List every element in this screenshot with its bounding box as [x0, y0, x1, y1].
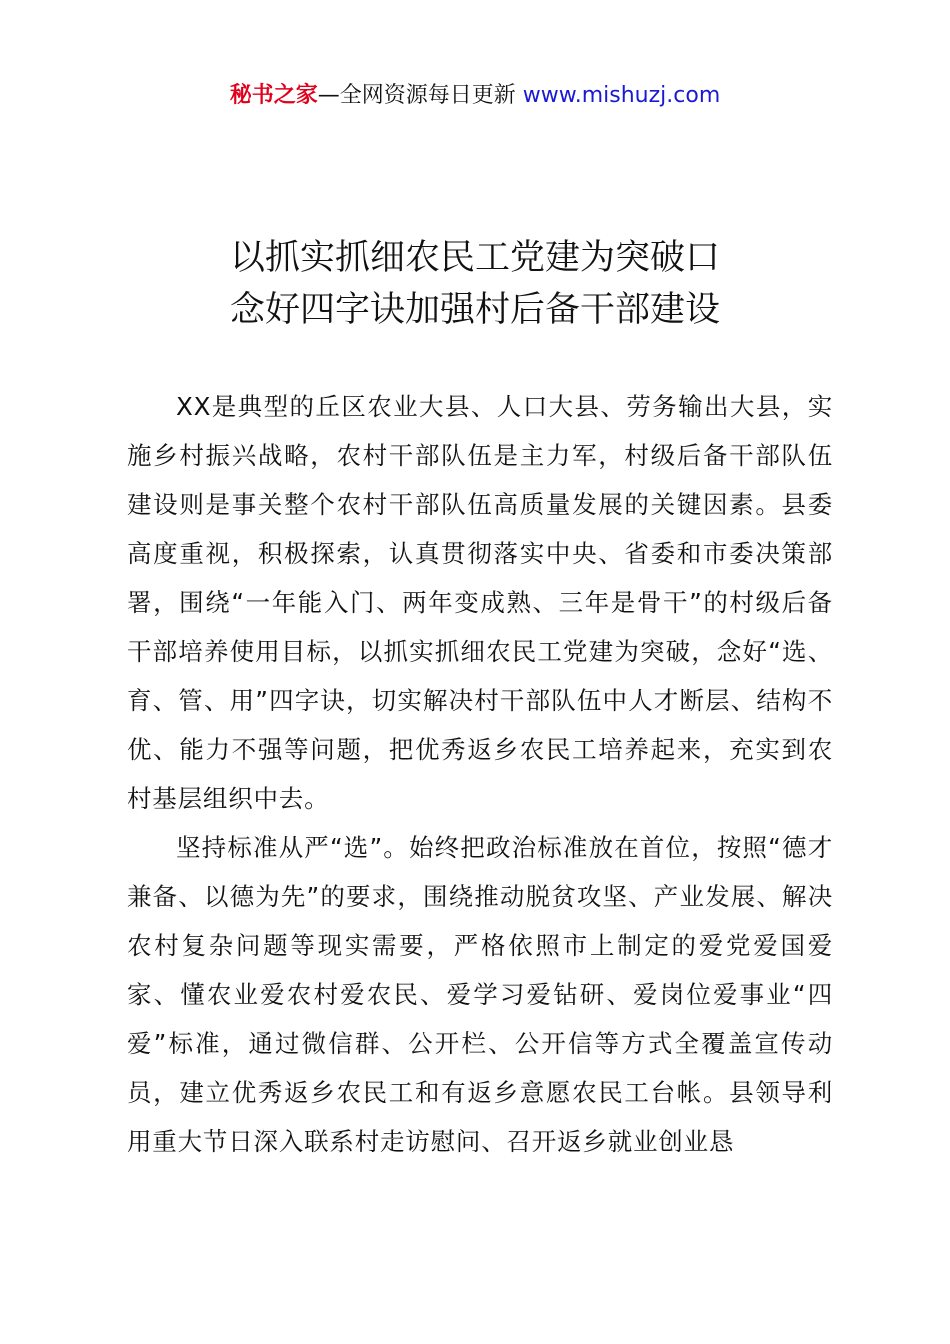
paragraph-intro: XX是典型的丘区农业大县、人口大县、劳务输出大县，实施乡村振兴战略，农村干部队伍是主力军，村级后备干部队伍建设则是事关整个农村干部队伍高质量发展的关键因素。县委高度重视，积极探索，认真贯彻落实中央、省委和市委决策部署，围绕“一年能入门、两年变成熟、三年是骨干”的村级后备干部培养使用目标，以抓实抓细农民工党建为突破，念好“选、育、管、用”四字诀，切实解决村干部队伍中人才断层、结构不优、能力不强等问题，把优秀返乡农民工培养起来，充实到农村基层组织中去。: [127, 392, 833, 813]
site-url-link[interactable]: www.mishuzj.com: [522, 83, 721, 108]
title-line-1: 以抓实抓细农民工党建为突破口: [229, 238, 720, 278]
document-title: [0, 232, 950, 336]
site-tagline: —全网资源每日更新: [317, 83, 516, 108]
document-body: [127, 382, 833, 1166]
title-line-2: 念好四字诀加强村后备干部建设: [229, 290, 720, 330]
site-name: 秘书之家: [229, 83, 318, 108]
page-header: [0, 80, 950, 112]
paragraph-selection: 坚持标准从严“选”。始终把政治标准放在首位，按照“德才兼备、以德为先”的要求，围绕推动脱贫攻坚、产业发展、解决农村复杂问题等现实需要，严格依照市上制定的爱党爱国爱家、懂农业爱农村爱农民、爱学习爱钻研、爱岗位爱事业“四爱”标准，通过微信群、公开栏、公开信等方式全覆盖宣传动员，建立优秀返乡农民工和有返乡意愿农民工台帐。县领导利用重大节日深入联系村走访慰问、召开返乡就业创业恳: [127, 833, 833, 1156]
